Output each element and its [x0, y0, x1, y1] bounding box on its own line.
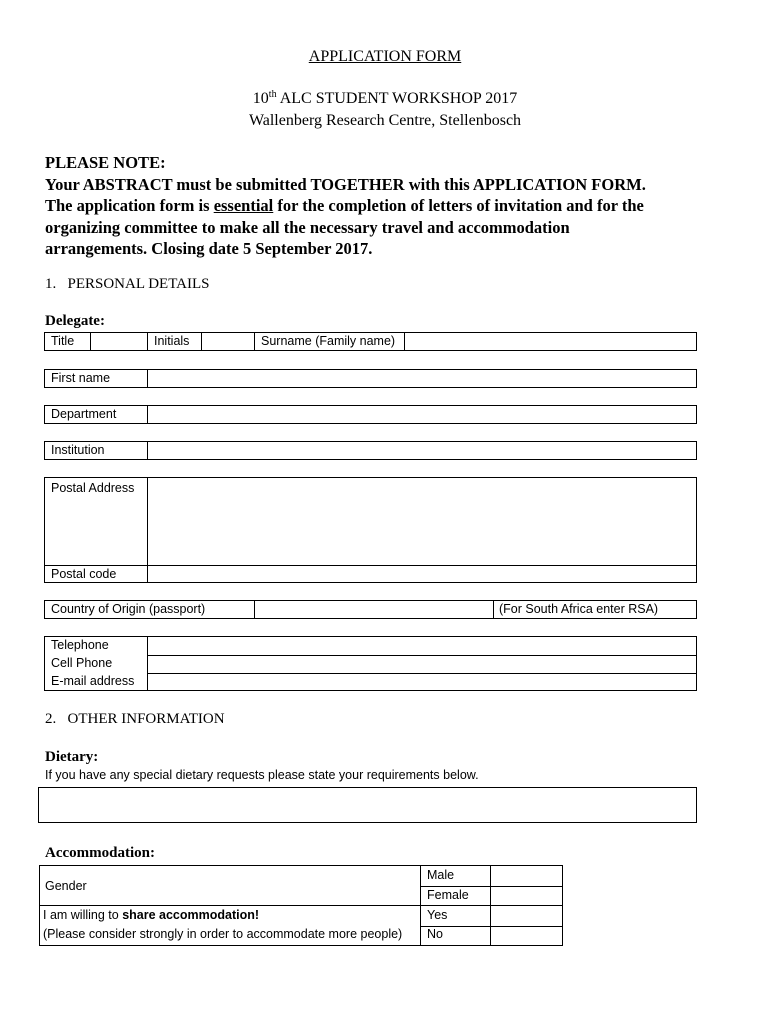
title-label: Title — [51, 334, 75, 348]
note-line-3: organizing committee to make all the necessary travel and accommodation — [45, 217, 570, 237]
institution-row — [44, 441, 697, 460]
first-name-row — [44, 369, 697, 388]
surname-label: Surname (Family name) — [261, 334, 396, 348]
male-checkbox[interactable] — [491, 866, 562, 886]
dietary-instruction: If you have any special dietary requests please state your requirements below. — [45, 768, 479, 782]
country-row — [44, 600, 697, 619]
section-other-information: 2. OTHER INFORMATION — [45, 711, 225, 727]
note-line-4: arrangements. Closing date 5 September 2017. — [45, 239, 373, 258]
institution-label: Institution — [51, 443, 105, 457]
workshop-title: 10th ALC STUDENT WORKSHOP 2017 — [252, 89, 518, 107]
accommodation-label: Accommodation: — [45, 845, 155, 861]
accommodation-table — [39, 865, 563, 946]
cell-phone-label: Cell Phone — [51, 656, 113, 670]
delegate-label: Delegate: — [45, 313, 105, 329]
no-label: No — [427, 927, 443, 941]
country-input[interactable] — [254, 601, 493, 618]
share-accommodation-label: I am willing to share accommodation! — [43, 908, 260, 922]
postal-address-input[interactable] — [148, 478, 696, 565]
surname-input[interactable] — [404, 333, 696, 350]
initials-input[interactable] — [201, 333, 254, 350]
gender-label: Gender — [45, 879, 87, 893]
postal-code-input[interactable] — [148, 566, 696, 582]
workshop-venue: Wallenberg Research Centre, Stellenbosch — [248, 112, 522, 129]
yes-checkbox[interactable] — [491, 906, 562, 926]
postal-address-label: Postal Address — [51, 481, 135, 495]
department-label: Department — [51, 407, 117, 421]
note-line-1: Your ABSTRACT must be submitted TOGETHER with this APPLICATION FORM. — [45, 174, 646, 194]
male-label: Male — [427, 868, 455, 882]
telephone-input[interactable] — [148, 637, 696, 655]
postal-block — [44, 477, 697, 583]
name-row — [44, 332, 697, 351]
email-label: E-mail address — [51, 674, 135, 688]
female-label: Female — [427, 888, 469, 902]
please-note — [45, 152, 725, 260]
section-personal-details: 1. PERSONAL DETAILS — [45, 276, 210, 292]
dietary-input[interactable] — [38, 787, 697, 823]
email-input[interactable] — [148, 674, 696, 690]
female-checkbox[interactable] — [491, 887, 562, 905]
institution-input[interactable] — [147, 442, 696, 459]
cell-phone-input[interactable] — [148, 656, 696, 673]
note-line-2: The application form is essential for the completion of letters of invitation and for the — [45, 196, 644, 215]
dietary-label: Dietary: — [45, 749, 99, 765]
department-row — [44, 405, 697, 424]
country-hint: (For South Africa enter RSA) — [499, 602, 659, 616]
first-name-label: First name — [51, 371, 111, 385]
department-input[interactable] — [147, 406, 696, 423]
initials-label: Initials — [154, 334, 190, 348]
contact-block — [44, 636, 697, 691]
first-name-input[interactable] — [147, 370, 696, 387]
yes-label: Yes — [427, 908, 448, 922]
telephone-label: Telephone — [51, 638, 109, 652]
note-heading: PLEASE NOTE: — [45, 153, 166, 172]
form-title: APPLICATION FORM — [308, 48, 462, 65]
title-input[interactable] — [90, 333, 147, 350]
postal-code-label: Postal code — [51, 567, 117, 581]
country-label: Country of Origin (passport) — [51, 602, 206, 616]
share-accommodation-note: (Please consider strongly in order to accommodate more people) — [43, 927, 403, 941]
no-checkbox[interactable] — [491, 927, 562, 945]
